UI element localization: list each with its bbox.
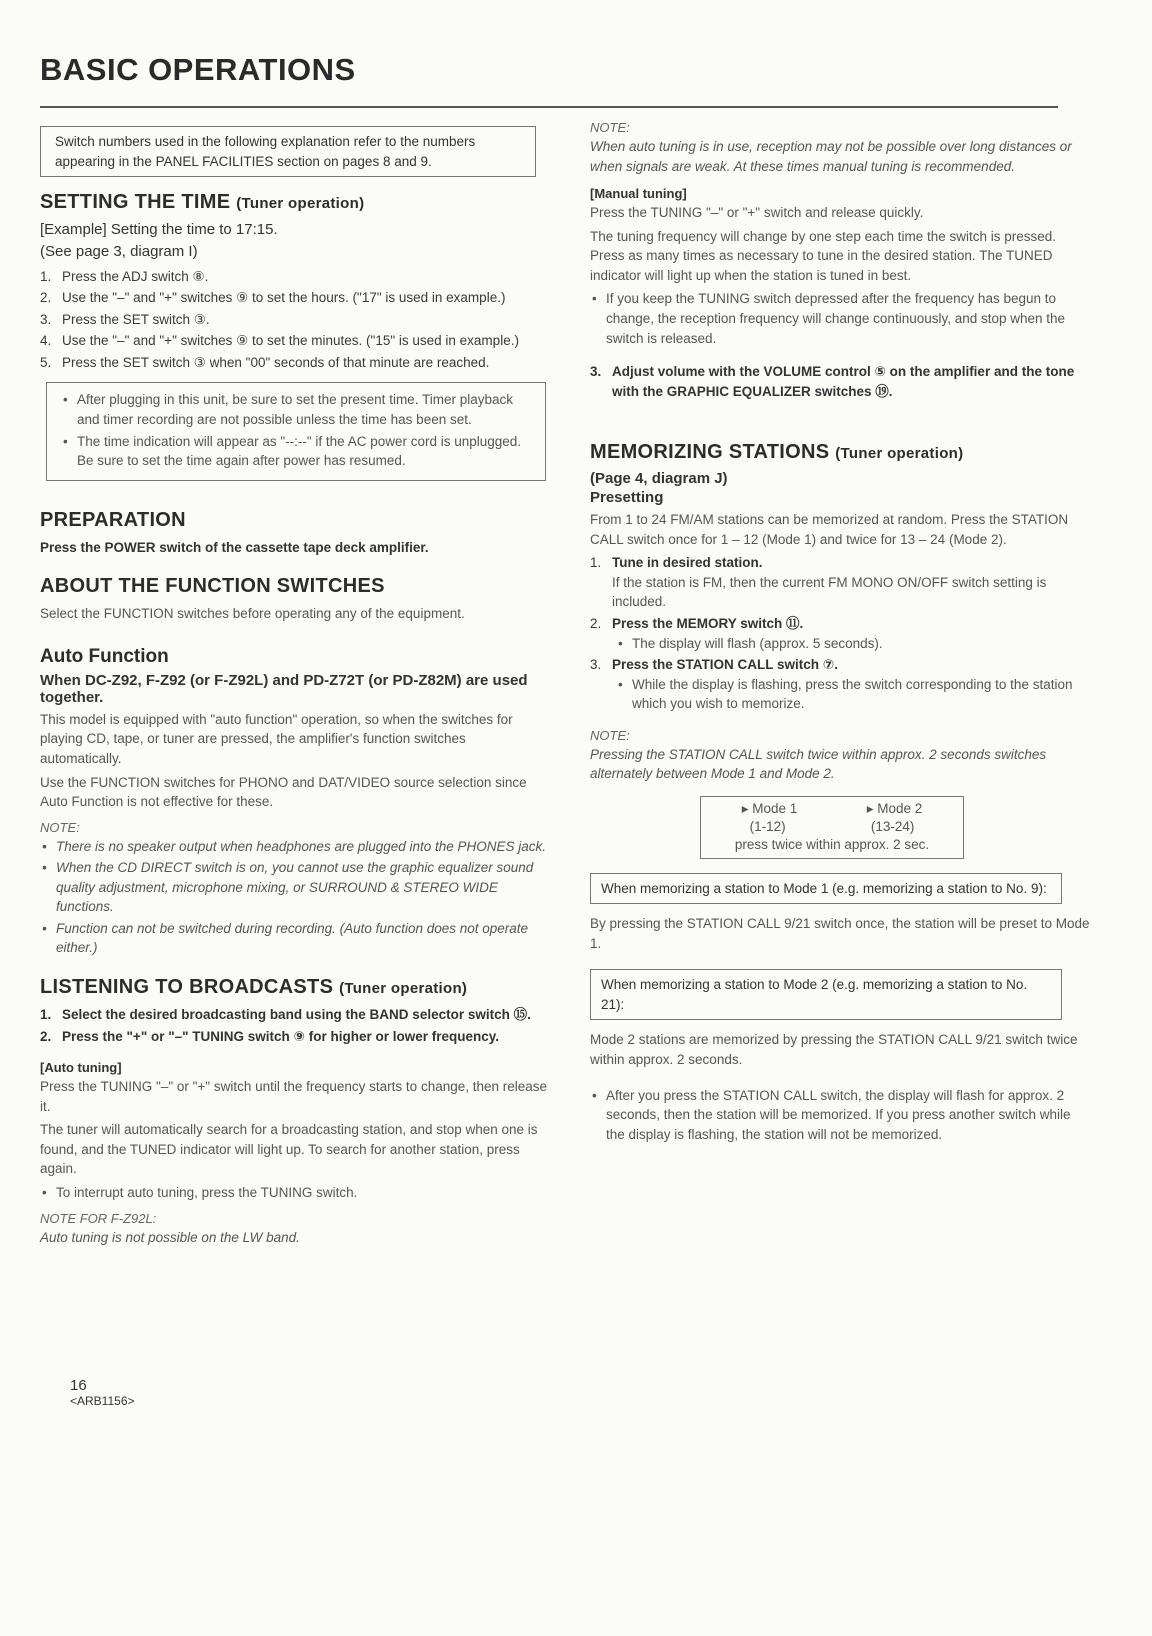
note-fz92l-label: NOTE FOR F-Z92L: <box>40 1210 157 1226</box>
setting-time-note-box <box>46 382 546 480</box>
list-item: 2. Press the "+" or "–" TUNING switch ⑨ for higher or lower frequency. <box>40 1028 499 1044</box>
manual-tuning-p2: The tuning frequency will change by one step each time the switch is pressed. Press as many times as necessary to tune in the desired station. The TUNED indicator will light up when the station is tuned in best. <box>590 228 1057 283</box>
setting-time-see-page: (See page 3, diagram I) <box>40 243 198 261</box>
page-number: 16 <box>70 1377 87 1394</box>
broadcasts-steps <box>40 1005 550 1046</box>
auto-function-p2: Use the FUNCTION switches for PHONO and DAT/VIDEO source selection since Auto Function is not effective for these. <box>40 774 527 810</box>
mode-2-text: Mode 2 stations are memorized by pressing the STATION CALL 9/21 switch twice within approx. 2 seconds. <box>590 1032 1078 1067</box>
list-item: 1. Press the ADJ switch ⑧. <box>40 268 209 284</box>
setting-time-example: [Example] Setting the time to 17:15. <box>40 221 278 239</box>
memorizing-note-text: Pressing the STATION CALL switch twice within approx. 2 seconds switches alternately between Mode 1 and Mode 2. <box>590 746 1047 782</box>
mode-1-label: ▸ Mode 1 <box>741 800 798 816</box>
function-switches-heading: ABOUT THE FUNCTION SWITCHES <box>40 575 385 598</box>
manual-tuning-p1: Press the TUNING "–" or "+" switch and release quickly. <box>590 205 924 221</box>
broadcasts-section <box>40 976 550 1247</box>
mode-2-box: When memorizing a station to Mode 2 (e.g. memorizing a station to No. 21): <box>590 969 1062 1020</box>
setting-time-steps <box>40 267 550 373</box>
mode-diagram-ranges <box>707 818 957 836</box>
preparation-text: Press the POWER switch of the cassette tape deck amplifier. <box>40 539 429 555</box>
setting-time-section <box>40 191 550 481</box>
auto-function-p1: This model is equipped with "auto function" operation, so when the switches for playing CD, tape, or tuner are pressed, the amplifier's function switches automatically. <box>40 711 513 766</box>
list-item: • Function can not be switched during recording. (Auto function does not operate either.) <box>40 919 550 958</box>
list-item: 1. Select the desired broadcasting band using the BAND selector switch ⑮. <box>40 1007 531 1022</box>
preparation-heading: PREPARATION <box>40 508 186 531</box>
auto-tuning-p2: The tuner will automatically search for a broadcasting station, and stop when one is found, and the TUNED indicator will light up. To search for another station, press again. <box>40 1122 538 1177</box>
list-item: 2. Use the "–" and "+" switches ⑨ to set the hours. ("17" is used in example.) <box>40 290 506 306</box>
note-fz92l-text: Auto tuning is not possible on the LW band. <box>40 1229 300 1245</box>
broadcasts-heading: LISTENING TO BROADCASTS (Tuner operation) <box>40 976 468 998</box>
list-item: • After plugging in this unit, be sure to set the present time. Timer playback and timer recording are not possible unless the time has been set. <box>61 390 531 429</box>
list-item: 4. Use the "–" and "+" switches ⑨ to set the minutes. ("15" is used in example.) <box>40 333 519 349</box>
mode-diagram <box>700 796 964 859</box>
list-item: • The time indication will appear as "--:--" if the AC power cord is unplugged. Be sure to set the time again after power has resumed. <box>61 432 531 471</box>
memorizing-heading: MEMORIZING STATIONS (Tuner operation) <box>590 441 964 464</box>
list-item: • After you press the STATION CALL switch, the display will flash for approx. 2 seconds, then the station will be memorized. If you press another switch while the display is flashing, the station will not be memorized. <box>590 1086 1090 1145</box>
list-item: 3. Adjust volume with the VOLUME control ⑤ on the amplifier and the tone with the GRAPHIC EQUALIZER switches ⑲. <box>590 364 1075 399</box>
switch-numbers-note: Switch numbers used in the following explanation refer to the numbers appearing in the PANEL FACILITIES section on pages 8 and 9. <box>40 126 536 177</box>
auto-tuning-p1: Press the TUNING "–" or "+" switch until the frequency starts to change, then release it. <box>40 1079 548 1114</box>
list-item: • There is no speaker output when headphones are plugged into the PHONES jack. <box>40 837 550 857</box>
auto-function-subheading: When DC-Z92, F-Z92 (or F-Z92L) and PD-Z72T (or PD-Z82M) are used together. <box>40 671 528 706</box>
mode-1-range: (1-12) <box>749 819 786 835</box>
right-column <box>590 120 1090 1162</box>
mode-diagram-caption: press twice within approx. 2 sec. <box>734 837 930 853</box>
memorizing-heading-sub: (Tuner operation) <box>835 445 964 463</box>
memorizing-page-ref: (Page 4, diagram J) <box>590 470 728 488</box>
mode-2-range: (13-24) <box>870 819 915 835</box>
memorizing-steps <box>590 553 1090 714</box>
mode-2-label: ▸ Mode 2 <box>866 800 923 816</box>
list-item: • When the CD DIRECT switch is on, you cannot use the graphic equalizer sound quality adjustment, microphone mixing, or SURROUND & STEREO WIDE functions. <box>40 858 550 917</box>
auto-tuning-bullets <box>40 1183 550 1203</box>
function-switches-section <box>40 575 550 624</box>
mode-1-text: By pressing the STATION CALL 9/21 switch once, the station will be preset to Mode 1. <box>590 916 1090 951</box>
memorizing-note-label: NOTE: <box>590 727 630 743</box>
mode-diagram-modes <box>707 800 957 818</box>
auto-tuning-label: [Auto tuning] <box>40 1060 122 1076</box>
step-3-list <box>590 362 1090 401</box>
manual-tuning-label: [Manual tuning] <box>590 186 687 202</box>
auto-function-section <box>40 646 550 958</box>
tuning-note-text: When auto tuning is in use, reception may not be possible over long distances or when signals are weak. At these times manual tuning is recommended. <box>590 139 1072 174</box>
setting-time-heading-sub: (Tuner operation) <box>236 195 365 213</box>
list-item: • If you keep the TUNING switch depressed after the frequency has begun to change, the reception frequency will change continuously, and stop when the switch is released. <box>590 289 1090 348</box>
document-code: <ARB1156> <box>70 1394 135 1408</box>
function-switches-text: Select the FUNCTION switches before operating any of the equipment. <box>40 606 465 622</box>
memorizing-intro: From 1 to 24 FM/AM stations can be memorized at random. Press the STATION CALL switch once for 1 – 12 (Mode 1) and twice for 13 – 24 (Mode 2). <box>590 512 1069 547</box>
list-item: 2. Press the MEMORY switch ⑪. • The display will flash (approx. 5 seconds). <box>590 614 1090 653</box>
auto-function-note-label: NOTE: <box>40 819 80 835</box>
preparation-section <box>40 509 550 558</box>
list-item: 5. Press the SET switch ③ when "00" seconds of that minute are reached. <box>40 354 490 370</box>
memorizing-final-bullets <box>590 1086 1090 1145</box>
setting-time-heading: SETTING THE TIME (Tuner operation) <box>40 191 365 214</box>
title-rule <box>40 106 1058 108</box>
list-item: 3. Press the SET switch ③. <box>40 311 210 327</box>
list-item: • To interrupt auto tuning, press the TUNING switch. <box>40 1183 550 1203</box>
list-item: 3. Press the STATION CALL switch ⑦. • While the display is flashing, press the switch corresponding to the station which you wish to memorize. <box>590 655 1090 714</box>
left-column <box>40 120 550 1265</box>
memorizing-section <box>590 441 1090 1144</box>
auto-function-notes <box>40 837 550 958</box>
mode-1-box: When memorizing a station to Mode 1 (e.g. memorizing a station to No. 9): <box>590 873 1062 905</box>
broadcasts-heading-sub: (Tuner operation) <box>339 980 468 997</box>
auto-function-heading: Auto Function <box>40 645 169 667</box>
page-title: BASIC OPERATIONS <box>40 52 356 87</box>
tuning-note-label: NOTE: <box>590 120 630 135</box>
presetting-label: Presetting <box>590 489 664 507</box>
list-item: 1. Tune in desired station. If the station is FM, then the current FM MONO ON/OFF switch setting is included. <box>590 555 1047 610</box>
manual-tuning-bullets <box>590 289 1090 348</box>
